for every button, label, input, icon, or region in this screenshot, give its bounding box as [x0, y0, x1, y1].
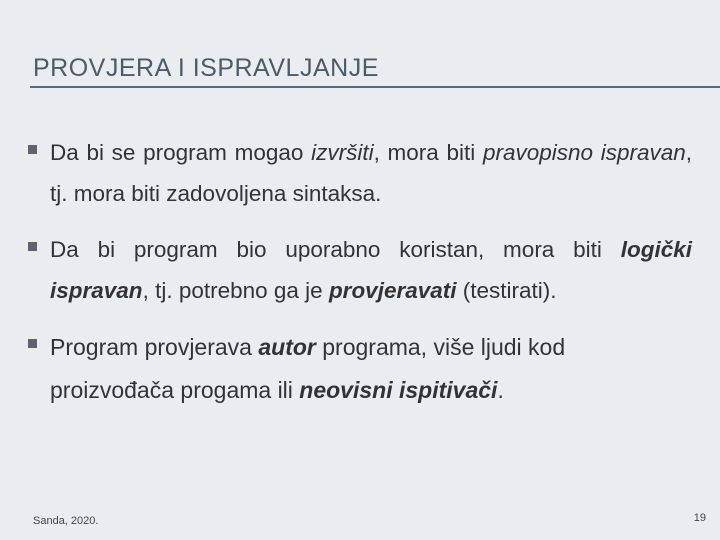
- bullet-text-segment: , tj. potrebno ga je: [142, 278, 329, 303]
- bullet-text-segment: (testirati).: [456, 278, 557, 303]
- bullet-text-segment: pravopisno ispravan: [482, 140, 686, 165]
- bullet-text-segment: programa, više ljudi kod proizvođača progama ili: [50, 334, 566, 403]
- bullet-text-segment: .: [497, 377, 504, 403]
- bullet-item-1: [28, 132, 692, 214]
- bullet-text-segment: Da bi program bio uporabno koristan, mora biti: [50, 237, 621, 262]
- page-number: 19: [693, 512, 706, 524]
- square-bullet-icon: [28, 242, 37, 251]
- bullet-text-2: [50, 237, 692, 303]
- bullet-text-segment: , tj. mora biti zadovoljena sintaksa.: [50, 140, 693, 206]
- bullet-text-segment: Program provjerava: [50, 334, 259, 360]
- bullet-item-2: [28, 229, 692, 311]
- bullet-text-segment: izvršiti: [311, 140, 374, 165]
- bullet-text-3: [50, 334, 565, 403]
- bullet-text-segment: neovisni ispitivači: [299, 377, 498, 403]
- bullet-text-segment: Da bi se program mogao: [50, 140, 312, 165]
- bullet-text-1: [50, 140, 692, 206]
- square-bullet-icon: [28, 339, 37, 348]
- bullet-text-segment: autor: [258, 334, 316, 360]
- bullet-text-segment: provjeravati: [328, 278, 457, 303]
- bullet-list: [28, 132, 692, 412]
- bullet-text-segment: , mora biti: [373, 140, 483, 165]
- square-bullet-icon: [28, 145, 37, 154]
- bullet-text-segment: logički ispravan: [50, 237, 692, 303]
- slide-title: PROVJERA I ISPRAVLJANJE: [33, 54, 379, 82]
- title-underline: [30, 86, 720, 88]
- bullet-item-3: [28, 326, 692, 412]
- footer-author-date: Sanda, 2020.: [33, 515, 99, 527]
